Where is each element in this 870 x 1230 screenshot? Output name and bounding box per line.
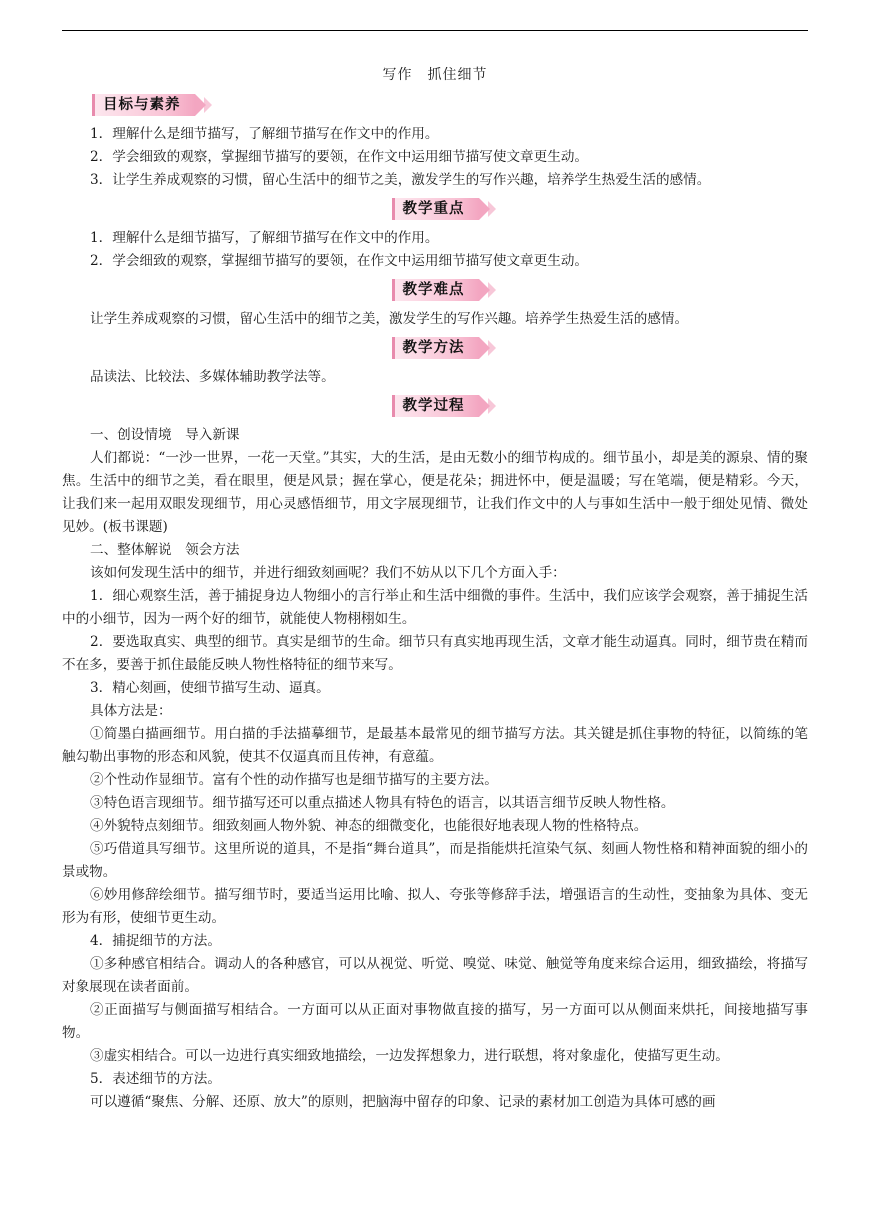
process-paragraph: 具体方法是： bbox=[90, 703, 172, 719]
section-header-process bbox=[62, 391, 808, 421]
process-paragraph: 4．捕捉细节的方法。 bbox=[90, 933, 221, 949]
process-paragraph: ③特色语言现细节。细节描写还可以重点描述人物具有特色的语言，以其语言细节反映人物性格。 bbox=[90, 795, 675, 811]
badge-difficulties: 教学难点 bbox=[392, 279, 479, 301]
process-heading-2: 二、整体解说 领会方法 bbox=[90, 542, 240, 558]
method-text: 品读法、比较法、多媒体辅助教学法等。 bbox=[90, 369, 335, 385]
process-paragraph: 可以遵循“聚焦、分解、还原、放大”的原则，把脑海中留存的印象、记录的素材加工创造为具体可感的画 bbox=[90, 1094, 716, 1110]
process-paragraph: 1．细心观察生活，善于捕捉身边人物细小的言行举止和生活中细微的事件。生活中，我们应该学会观察，善于捕捉生活中的小细节，因为一两个好的细节，就能使人物栩栩如生。 bbox=[62, 588, 808, 627]
process-paragraph: 3．精心刻画，使细节描写生动、逼真。 bbox=[90, 680, 330, 696]
badge-methods: 教学方法 bbox=[392, 337, 479, 359]
process-paragraph: ②个性动作显细节。富有个性的动作描写也是细节描写的主要方法。 bbox=[90, 772, 498, 788]
section-header-difficulties bbox=[62, 275, 808, 305]
section-header-methods bbox=[62, 333, 808, 363]
process-paragraph: 2．要选取真实、典型的细节。真实是细节的生命。细节只有真实地再现生活，文章才能生动逼真。同时，细节贵在精而不在多，要善于抓住最能反映人物性格特征的细节来写。 bbox=[62, 634, 808, 673]
process-heading-1: 一、创设情境 导入新课 bbox=[90, 427, 240, 443]
process-paragraph: ①简墨白描画细节。用白描的手法描摹细节，是最基本最常见的细节描写方法。其关键是抓住事物的特征，以简练的笔触勾勒出事物的形态和风貌，使其不仅逼真而且传神，有意蕴。 bbox=[62, 726, 808, 765]
process-paragraph: ④外貌特点刻细节。细致刻画人物外貌、神态的细微变化，也能很好地表现人物的性格特点。 bbox=[90, 818, 648, 834]
process-paragraph: 5．表述细节的方法。 bbox=[90, 1071, 221, 1087]
difficulty-text: 让学生养成观察的习惯，留心生活中的细节之美，激发学生的写作兴趣。培养学生热爱生活的感情。 bbox=[90, 311, 689, 327]
badge-goals: 目标与素养 bbox=[92, 94, 195, 116]
goal-item-1: 1．理解什么是细节描写，了解细节描写在作文中的作用。 bbox=[90, 126, 439, 142]
section-header-goals bbox=[62, 90, 808, 120]
key-point-item-1: 1．理解什么是细节描写，了解细节描写在作文中的作用。 bbox=[90, 230, 439, 246]
process-paragraph: 人们都说：“一沙一世界，一花一天堂。”其实，大的生活，是由无数小的细节构成的。细节虽小，却是美的源泉、情的聚焦。生活中的细节之美，看在眼里，便是风景；握在掌心，便是花朵；拥进怀中，便是温暖；写在笔端，便是精彩。今天，让我们来一起用双眼发现细节，用心灵感悟细节，用文字展现细节，让我们作文中的人与事如生活中一般于细处见情、微处见妙。(板书课题) bbox=[62, 450, 808, 535]
process-paragraph: ⑥妙用修辞绘细节。描写细节时，要适当运用比喻、拟人、夸张等修辞手法，增强语言的生动性，变抽象为具体、变无形为有形，使细节更生动。 bbox=[62, 887, 808, 926]
document-page bbox=[62, 64, 808, 1114]
badge-key-points: 教学重点 bbox=[392, 198, 479, 220]
header-rule bbox=[62, 30, 808, 31]
process-paragraph: ②正面描写与侧面描写相结合。一方面可以从正面对事物做直接的描写，另一方面可以从侧面来烘托，间接地描写事物。 bbox=[62, 1002, 808, 1041]
goal-item-3: 3．让学生养成观察的习惯，留心生活中的细节之美，激发学生的写作兴趣，培养学生热爱生活的感情。 bbox=[90, 172, 711, 188]
process-paragraph: ⑤巧借道具写细节。这里所说的道具，不是指“舞台道具”，而是指能烘托渲染气氛、刻画人物性格和精神面貌的细小的景或物。 bbox=[62, 841, 808, 880]
key-point-item-2: 2．学会细致的观察，掌握细节描写的要领，在作文中运用细节描写使文章更生动。 bbox=[90, 253, 589, 269]
process-paragraph: ③虚实相结合。可以一边进行真实细致地描绘，一边发挥想象力，进行联想，将对象虚化，使描写更生动。 bbox=[90, 1048, 729, 1064]
goal-item-2: 2．学会细致的观察，掌握细节描写的要领，在作文中运用细节描写使文章更生动。 bbox=[90, 149, 589, 165]
page-title: 写作 抓住细节 bbox=[382, 67, 488, 83]
badge-process: 教学过程 bbox=[392, 395, 479, 417]
process-paragraph: 该如何发现生活中的细节，并进行细致刻画呢？我们不妨从以下几个方面入手： bbox=[90, 565, 566, 581]
process-paragraph: ①多种感官相结合。调动人的各种感官，可以从视觉、听觉、嗅觉、味觉、触觉等角度来综合运用，细致描绘，将描写对象展现在读者面前。 bbox=[62, 956, 808, 995]
section-header-key-points bbox=[62, 194, 808, 224]
